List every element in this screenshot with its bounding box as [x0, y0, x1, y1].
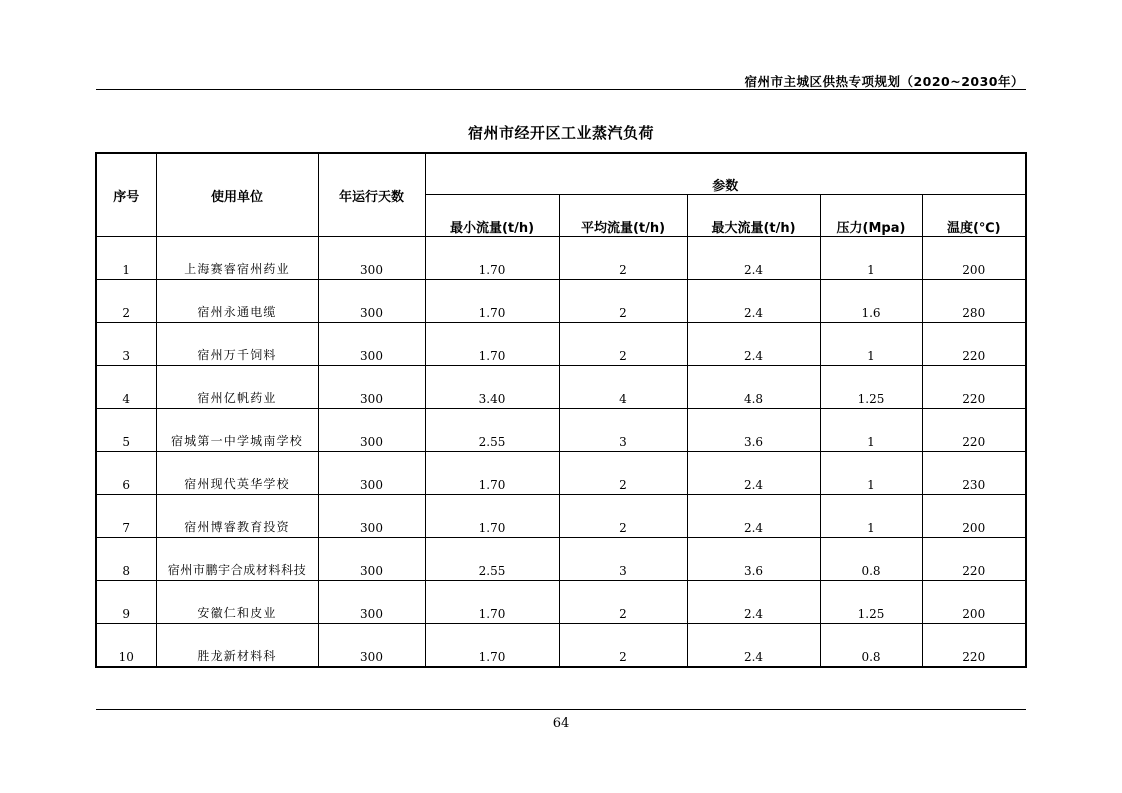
cell-min-flow: 3.40 — [425, 366, 559, 409]
cell-pressure: 0.8 — [820, 538, 922, 581]
cell-temperature: 220 — [922, 366, 1026, 409]
cell-pressure: 0.8 — [820, 624, 922, 668]
cell-avg-flow: 2 — [559, 495, 687, 538]
cell-max-flow: 2.4 — [687, 624, 820, 668]
cell-temperature: 200 — [922, 581, 1026, 624]
cell-avg-flow: 2 — [559, 624, 687, 668]
cell-max-flow: 4.8 — [687, 366, 820, 409]
cell-days: 300 — [318, 366, 425, 409]
cell-max-flow: 2.4 — [687, 452, 820, 495]
cell-days: 300 — [318, 495, 425, 538]
cell-max-flow: 2.4 — [687, 280, 820, 323]
cell-temperature: 220 — [922, 538, 1026, 581]
cell-min-flow: 1.70 — [425, 495, 559, 538]
table-row — [96, 581, 1026, 624]
cell-days: 300 — [318, 538, 425, 581]
cell-min-flow: 2.55 — [425, 409, 559, 452]
cell-unit: 宿州市鹏宇合成材料科技 — [156, 538, 318, 581]
cell-max-flow: 2.4 — [687, 581, 820, 624]
cell-max-flow: 2.4 — [687, 237, 820, 280]
cell-index: 4 — [96, 366, 156, 409]
cell-unit: 上海赛睿宿州药业 — [156, 237, 318, 280]
cell-unit: 宿城第一中学城南学校 — [156, 409, 318, 452]
header-params: 参数 — [425, 153, 1026, 195]
cell-pressure: 1.25 — [820, 366, 922, 409]
cell-index: 2 — [96, 280, 156, 323]
header-days: 年运行天数 — [318, 153, 425, 237]
cell-index: 3 — [96, 323, 156, 366]
cell-unit: 宿州永通电缆 — [156, 280, 318, 323]
cell-unit: 宿州现代英华学校 — [156, 452, 318, 495]
cell-min-flow: 1.70 — [425, 452, 559, 495]
cell-pressure: 1 — [820, 409, 922, 452]
cell-pressure: 1 — [820, 323, 922, 366]
cell-days: 300 — [318, 409, 425, 452]
cell-avg-flow: 2 — [559, 581, 687, 624]
cell-index: 6 — [96, 452, 156, 495]
cell-temperature: 220 — [922, 409, 1026, 452]
cell-avg-flow: 3 — [559, 538, 687, 581]
table-row — [96, 452, 1026, 495]
cell-min-flow: 1.70 — [425, 237, 559, 280]
cell-min-flow: 2.55 — [425, 538, 559, 581]
cell-unit: 安徽仁和皮业 — [156, 581, 318, 624]
table-title: 宿州市经开区工业蒸汽负荷 — [467, 124, 654, 142]
cell-index: 1 — [96, 237, 156, 280]
cell-temperature: 280 — [922, 280, 1026, 323]
table-row — [96, 495, 1026, 538]
header-pressure: 压力(Mpa) — [820, 195, 922, 237]
cell-days: 300 — [318, 323, 425, 366]
page-number: 64 — [552, 716, 570, 731]
cell-days: 300 — [318, 624, 425, 668]
cell-temperature: 220 — [922, 323, 1026, 366]
cell-temperature: 230 — [922, 452, 1026, 495]
cell-unit: 宿州亿帆药业 — [156, 366, 318, 409]
cell-pressure: 1 — [820, 237, 922, 280]
footer-divider — [96, 709, 1026, 710]
header-max-flow: 最大流量(t/h) — [687, 195, 820, 237]
cell-index: 9 — [96, 581, 156, 624]
cell-avg-flow: 4 — [559, 366, 687, 409]
cell-index: 7 — [96, 495, 156, 538]
cell-max-flow: 2.4 — [687, 495, 820, 538]
cell-min-flow: 1.70 — [425, 581, 559, 624]
cell-temperature: 200 — [922, 495, 1026, 538]
table-row — [96, 624, 1026, 668]
cell-unit: 宿州博睿教育投资 — [156, 495, 318, 538]
cell-index: 5 — [96, 409, 156, 452]
header-avg-flow: 平均流量(t/h) — [559, 195, 687, 237]
cell-max-flow: 2.4 — [687, 323, 820, 366]
cell-avg-flow: 2 — [559, 323, 687, 366]
running-header-title: 宿州市主城区供热专项规划（2020~2030年） — [744, 74, 1024, 89]
table-row — [96, 409, 1026, 452]
cell-max-flow: 3.6 — [687, 409, 820, 452]
header-divider — [96, 89, 1026, 90]
table-row — [96, 366, 1026, 409]
cell-max-flow: 3.6 — [687, 538, 820, 581]
cell-avg-flow: 2 — [559, 237, 687, 280]
cell-min-flow: 1.70 — [425, 323, 559, 366]
table-row — [96, 323, 1026, 366]
cell-temperature: 220 — [922, 624, 1026, 668]
cell-days: 300 — [318, 280, 425, 323]
cell-pressure: 1.25 — [820, 581, 922, 624]
cell-days: 300 — [318, 581, 425, 624]
header-temperature: 温度(℃) — [922, 195, 1026, 237]
cell-unit: 胜龙新材料科 — [156, 624, 318, 668]
cell-avg-flow: 3 — [559, 409, 687, 452]
table-row — [96, 538, 1026, 581]
cell-min-flow: 1.70 — [425, 280, 559, 323]
cell-days: 300 — [318, 452, 425, 495]
cell-min-flow: 1.70 — [425, 624, 559, 668]
steam-load-table — [95, 152, 1027, 668]
table-row — [96, 237, 1026, 280]
header-index: 序号 — [96, 153, 156, 237]
header-unit: 使用单位 — [156, 153, 318, 237]
cell-index: 8 — [96, 538, 156, 581]
cell-days: 300 — [318, 237, 425, 280]
table-row — [96, 280, 1026, 323]
cell-unit: 宿州万千饲料 — [156, 323, 318, 366]
cell-temperature: 200 — [922, 237, 1026, 280]
cell-pressure: 1 — [820, 495, 922, 538]
cell-index: 10 — [96, 624, 156, 668]
header-min-flow: 最小流量(t/h) — [425, 195, 559, 237]
cell-pressure: 1.6 — [820, 280, 922, 323]
cell-pressure: 1 — [820, 452, 922, 495]
cell-avg-flow: 2 — [559, 452, 687, 495]
cell-avg-flow: 2 — [559, 280, 687, 323]
